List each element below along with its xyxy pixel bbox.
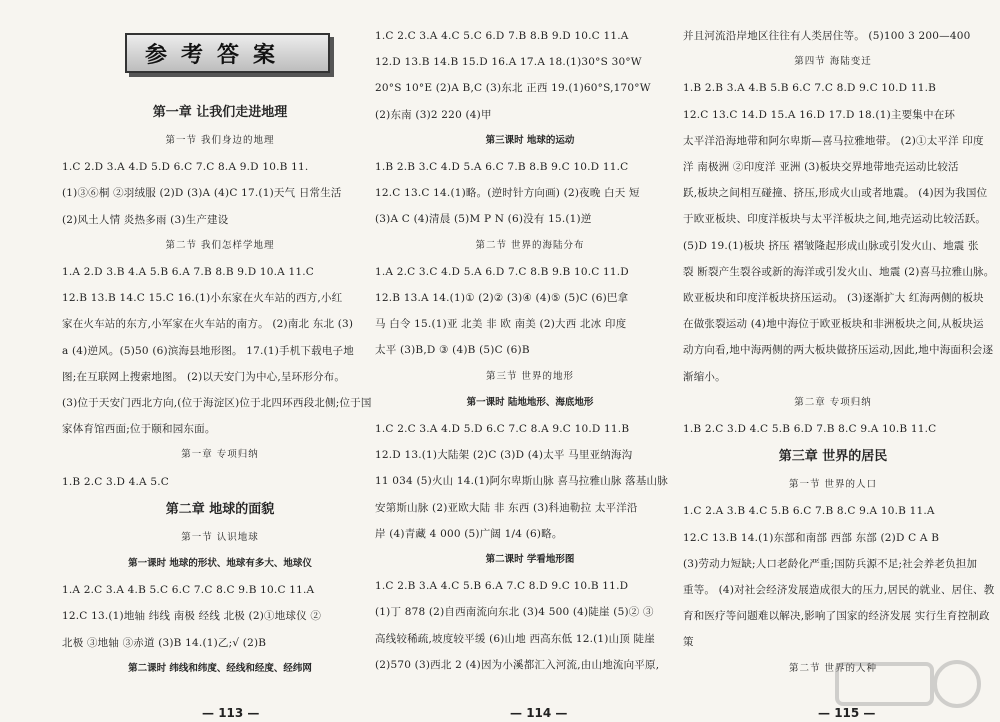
- answer-line: 1.C 2.B 3.A 4.C 5.B 6.A 7.C 8.D 9.C 10.B 11.D: [375, 580, 629, 593]
- answer-line: 策: [683, 636, 694, 649]
- top-spacer: [683, 0, 983, 23]
- answer-line: 1.B 2.B 3.C 4.D 5.A 6.C 7.B 8.B 9.C 10.D 11.C: [375, 161, 629, 174]
- section-heading: 第二节 我们怎样学地理: [165, 239, 275, 251]
- answer-line: 1.B 2.C 3.D 4.C 5.B 6.D 7.B 8.C 9.A 10.B 11.C: [683, 423, 937, 436]
- answer-line: 12.B 13.B 14.C 15.C 16.(1)小东家在火车站的西方,小红: [62, 292, 343, 305]
- page-number-114: — 114 —: [510, 706, 568, 720]
- answer-line: 12.D 13.B 14.B 15.D 16.A 17.A 18.(1)30°S 30°W: [375, 56, 642, 69]
- page-115-column: [683, 0, 995, 722]
- section-heading: 第二节 世界的海陆分布: [475, 239, 585, 251]
- section-heading: 第一节 认识地球: [181, 531, 259, 543]
- answer-line: 12.C 13.B 14.(1)东部和南部 西部 东部 (2)D C A B: [683, 531, 940, 544]
- answer-line: 于欧亚板块、印度洋板块与太平洋板块之间,地壳运动比较活跃。: [683, 213, 987, 226]
- answer-line: (2)东南 (3)2 220 (4)甲: [375, 108, 492, 121]
- watermark-logo: [832, 654, 982, 714]
- answer-line: 在做张裂运动 (4)地中海位于欧亚板块和非洲板块之间,从板块运: [683, 318, 984, 331]
- answer-line: 跃,板块之间相互碰撞、挤压,形成火山或者地震。 (4)因为我国位: [683, 187, 988, 200]
- page-title: 参考答案: [145, 42, 290, 68]
- answer-line: 裂 断裂产生裂谷或新的海洋或引发火山、地震 (2)喜马拉雅山脉。: [683, 265, 995, 278]
- section-heading: 第一节 世界的人口: [788, 479, 878, 491]
- answer-line: (1)丁 878 (2)自西南流向东北 (3)4 500 (4)陡崖 (5)② ③: [375, 606, 654, 619]
- chapter-heading: 第三章 世界的居民: [778, 449, 888, 465]
- answer-line: 1.B 2.C 3.D 4.A 5.C: [62, 475, 170, 488]
- answer-line: 洋 南极洲 ②印度洋 亚洲 (3)板块交界地带地壳运动比较活: [683, 161, 959, 174]
- answer-line: (3)A C (4)清晨 (5)M P N (6)没有 15.(1)逆: [375, 213, 592, 226]
- page-number-115: — 115 —: [818, 706, 876, 720]
- answer-line: 马 白令 15.(1)亚 北美 非 欧 南美 (2)大西 北冰 印度: [375, 318, 627, 331]
- answer-line: 1.A 2.D 3.B 4.A 5.B 6.A 7.B 8.B 9.D 10.A 11.C: [62, 266, 315, 279]
- answer-line: 12.C 13.C 14.(1)略。(逆时针方向画) (2)夜晚 白天 短: [375, 187, 640, 200]
- answer-line: 12.C 13.C 14.D 15.A 16.D 17.D 18.(1)主要集中在环: [683, 108, 956, 121]
- answer-line: (1)③⑥桐 ②羽绒服 (2)D (3)A (4)C 17.(1)天气 日常生活: [62, 187, 342, 200]
- answer-line: 12.D 13.(1)大陆架 (2)C (3)D (4)太平 马里亚纳海沟: [375, 449, 633, 462]
- answer-line: 1.B 2.B 3.A 4.B 5.B 6.C 7.C 8.D 9.C 10.D 11.B: [683, 82, 937, 95]
- answer-line: 岸 (4)青藏 4 000 (5)广阔 1/4 (6)略。: [375, 527, 563, 540]
- section-heading: 第二节 世界的人种: [788, 662, 878, 674]
- answer-line: 1.C 2.D 3.A 4.D 5.D 6.C 7.C 8.A 9.D 10.B 11.: [62, 161, 309, 174]
- lesson-heading: 第三课时 地球的运动: [485, 134, 575, 146]
- answer-line: 1.C 2.A 3.B 4.C 5.B 6.C 7.B 8.C 9.A 10.B 11.A: [683, 505, 935, 518]
- answer-line: 1.C 2.C 3.A 4.C 5.C 6.D 7.B 8.B 9.D 10.C 11.A: [375, 30, 629, 42]
- answer-line: 1.A 2.C 3.C 4.D 5.A 6.D 7.C 8.B 9.B 10.C 11.D: [375, 265, 629, 278]
- section-heading: 第三节 世界的地形: [485, 370, 575, 382]
- col1-lines: [62, 98, 378, 682]
- lesson-heading: 第二课时 学看地形图: [485, 554, 575, 566]
- section-heading: 第一章 专项归纳: [181, 449, 259, 461]
- answer-line: 图;在互联网上搜索地图。 (2)以天安门为中心,呈环形分布。: [62, 370, 346, 383]
- answer-line: 家体育馆西面;位于颐和园东面。: [62, 423, 216, 436]
- answer-line: 高线较稀疏,坡度较平缓 (6)山地 西高东低 12.(1)山顶 陡崖: [375, 632, 655, 645]
- answer-line: 11 034 (5)火山 14.(1)阿尔卑斯山脉 喜马拉雅山脉 落基山脉: [375, 475, 668, 488]
- answer-line: 1.C 2.C 3.A 4.D 5.D 6.C 7.C 8.A 9.C 10.D 11.B: [375, 423, 630, 436]
- lesson-heading: 第一课时 地球的形状、地球有多大、地球仪: [128, 558, 312, 570]
- answer-line: 重等。 (4)对社会经济发展造成很大的压力,居民的就业、居住、教: [683, 584, 995, 597]
- answer-line: 20°S 10°E (2)A B,C (3)东北 正西 19.(1)60°S,170°W: [375, 82, 651, 95]
- lesson-heading: 第一课时 陆地地形、海底地形: [466, 396, 594, 408]
- section-heading: 第四节 海陆变迁: [794, 56, 872, 68]
- answer-line: 太平洋沿海地带和阿尔卑斯—喜马拉雅地带。 (2)①太平洋 印度: [683, 134, 984, 147]
- page-number-113: — 113 —: [202, 706, 260, 720]
- answer-line: 12.C 13.(1)地轴 纬线 南极 经线 北极 (2)①地球仪 ②: [62, 610, 322, 623]
- answer-line: (2)570 (3)西北 2 (4)因为小溪都汇入河流,由山地流向平原,: [375, 658, 660, 671]
- page-number: 115: [834, 706, 860, 720]
- answer-line: 安第斯山脉 (2)亚欧大陆 非 东西 (3)科迪勒拉 太平洋沿: [375, 501, 638, 514]
- answer-line: 北极 ③地轴 ③赤道 (3)B 14.(1)乙;√ (2)B: [62, 636, 267, 649]
- answer-line: (3)位于天安门西北方向,(位于海淀区)位于北四环西段北侧;位于国: [62, 397, 372, 410]
- answer-line: 12.B 13.A 14.(1)① (2)② (3)④ (4)⑤ (5)C (6)巴拿: [375, 292, 629, 305]
- answer-line: 欧亚板块和印度洋板块挤压运动。 (3)逐渐扩大 红海两侧的板块: [683, 292, 984, 305]
- answer-line: a (4)逆风。(5)50 (6)滨海县地形图。 17.(1)手机下载电子地: [62, 344, 354, 357]
- answer-line: 太平 (3)B,D ③ (4)B (5)C (6)B: [375, 344, 530, 357]
- page-number: 113: [218, 706, 244, 720]
- answer-line: 动方向看,地中海两侧的两大板块做挤压运动,因此,地中海面积会逐: [683, 344, 994, 357]
- answer-line: 家在火车站的东方,小军家在火车站的南方。 (2)南北 东北 (3): [62, 318, 354, 331]
- section-heading: 第一节 我们身边的地理: [165, 135, 275, 146]
- page-113-column: [62, 0, 378, 722]
- page-number: 114: [526, 706, 552, 720]
- answer-line: 并且河流沿岸地区往往有人类居住等。 (5)100 3 200—400: [683, 30, 971, 42]
- answer-line: (5)D 19.(1)板块 挤压 褶皱隆起形成山脉或引发火山、地震 张: [683, 239, 979, 252]
- chapter-heading: 第二章 地球的面貌: [165, 501, 275, 517]
- answer-line: 1.A 2.C 3.A 4.B 5.C 6.C 7.C 8.C 9.B 10.C 11.A: [62, 584, 315, 597]
- chapter-heading: 第一章 让我们走进地理: [152, 105, 288, 120]
- top-spacer: [375, 0, 685, 23]
- lesson-heading: 第二课时 纬线和纬度、经线和经度、经纬网: [128, 662, 312, 674]
- col3-lines: [683, 23, 995, 682]
- answer-line: (2)风土人情 炎热多雨 (3)生产建设: [62, 213, 229, 226]
- col2-lines: [375, 23, 685, 678]
- answer-key-title-banner: [125, 33, 330, 73]
- answer-line: 育和医疗等问题难以解决,影响了国家的经济发展 实行生育控制政: [683, 610, 990, 623]
- answer-line: 渐缩小。: [683, 370, 726, 383]
- page-114-column: [375, 0, 685, 722]
- section-heading: 第二章 专项归纳: [794, 396, 872, 408]
- answer-line: (3)劳动力短缺;人口老龄化严重;国防兵源不足;社会养老负担加: [683, 557, 978, 570]
